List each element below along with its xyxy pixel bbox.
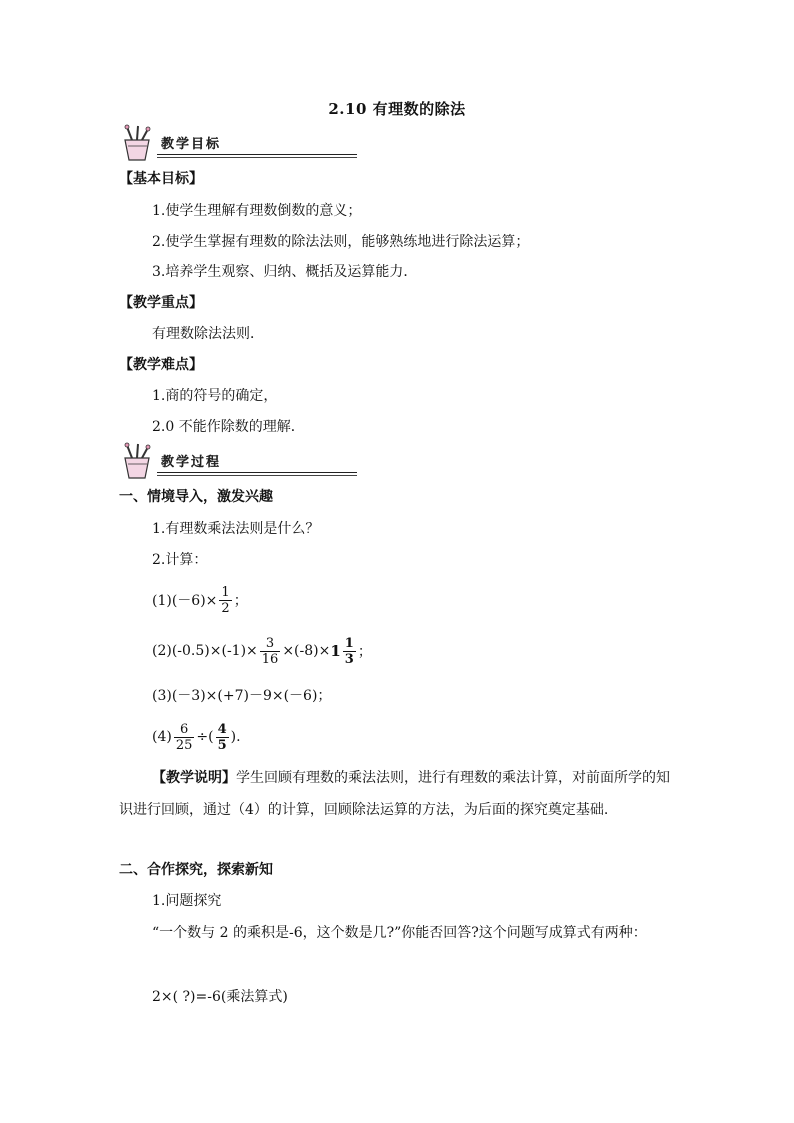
expr-text: ； (357, 644, 372, 660)
banner-label: 教学目标 (161, 137, 222, 152)
banner-rule (157, 157, 357, 158)
expr-text: ×(-8)× (282, 643, 331, 659)
key-point-item: 有理数除法法则． (152, 326, 264, 342)
numerator: 1 (344, 635, 354, 651)
expression-3: (3)(－3)×(+7)－9×(－6)； (152, 688, 332, 704)
note-label-text: 【教学说明】 (152, 770, 236, 786)
expression-1 (152, 580, 248, 620)
fraction (260, 636, 281, 667)
basic-goals-heading: 【基本目标】 (119, 171, 203, 187)
fraction (343, 636, 356, 667)
goal-item: 1.使学生理解有理数倒数的意义； (152, 203, 362, 219)
expr-text: (2)(-0.5)×(-1)× (152, 643, 258, 659)
key-points-heading: 【教学重点】 (119, 295, 203, 311)
expr-text: ÷( (196, 729, 214, 745)
note-text: 学生回顾有理数的乘法法则，进行有理数的乘法计算，对前面所学的知识进行回顾，通过（4）的计算，回顾除法运算的方法，为后面的探究奠定基础. (119, 770, 670, 818)
section2-heading: 二、合作探究，探索新知 (119, 862, 273, 878)
pen-holder-icon (119, 442, 155, 482)
section-banner-process (119, 442, 349, 482)
expr-text: ). (230, 729, 241, 745)
note-label (119, 770, 236, 786)
exploration-paragraph (119, 917, 679, 949)
denominator: 3 (344, 651, 354, 667)
goal-item: 3.培养学生观察、归纳、概括及运算能力． (152, 264, 418, 280)
question-item: 2.计算： (152, 552, 208, 568)
page-title: 2.10 有理数的除法 (328, 100, 466, 118)
question-item: 1.有理数乘法法则是什么？ (152, 521, 320, 537)
fraction (219, 585, 231, 616)
expression-2 (152, 631, 372, 671)
subsection-title: 1.问题探究 (152, 893, 222, 909)
expr-text: (4) (152, 729, 172, 745)
expression-4 (152, 717, 241, 757)
fraction (174, 722, 195, 753)
goal-item: 2.使学生掌握有理数的除法法则，能够熟练地进行除法运算； (152, 234, 530, 250)
numerator: 1 (221, 584, 230, 600)
mixed-integer: 1 (330, 642, 341, 660)
numerator: 4 (217, 721, 227, 737)
banner-label: 教学过程 (161, 455, 222, 470)
expr-text: ； (233, 593, 248, 609)
banner-rule (157, 475, 357, 476)
formula-line: 2×( ?)=-6(乘法算式) (152, 989, 288, 1005)
denominator: 5 (217, 737, 227, 753)
numerator: 6 (174, 722, 195, 738)
section-banner-objectives (119, 124, 349, 164)
exploration-text: “一个数与 2 的乘积是-6，这个数是几?”你能否回答?这个问题写成算式有两种： (152, 925, 647, 941)
difficulty-item: 2.0 不能作除数的理解． (152, 419, 305, 435)
section1-heading: 一、情境导入，激发兴趣 (119, 489, 273, 505)
numerator: 3 (260, 636, 281, 652)
banner-rule (157, 472, 357, 473)
banner-rule (157, 154, 357, 155)
denominator: 2 (221, 600, 230, 616)
difficulty-item: 1.商的符号的确定， (152, 388, 278, 404)
pen-holder-icon (119, 124, 155, 164)
expr-text: (1)(－6)× (152, 593, 218, 609)
teaching-note (119, 762, 679, 826)
fraction (216, 722, 229, 753)
difficulties-heading: 【教学难点】 (119, 357, 203, 373)
denominator: 16 (261, 651, 279, 667)
denominator: 25 (175, 737, 193, 753)
